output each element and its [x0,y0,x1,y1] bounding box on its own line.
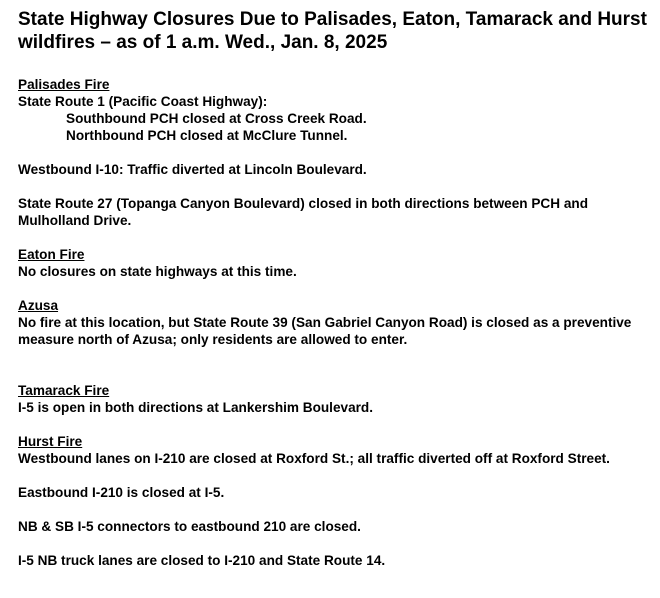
azusa-heading: Azusa [18,298,59,313]
spacer [18,416,648,433]
spacer [18,178,648,195]
sr27-closure: State Route 27 (Topanga Canyon Boulevard) closed in both directions between PCH and Mulholland Drive. [18,196,589,228]
i10-closure: Westbound I-10: Traffic diverted at Lincoln Boulevard. [18,162,367,177]
eaton-fire-section [18,246,648,280]
eaton-fire-status: No closures on state highways at this time. [18,264,297,279]
tamarack-fire-section [18,382,648,416]
palisades-fire-section [18,76,648,229]
palisades-fire-heading: Palisades Fire [18,77,110,92]
i5-truck-lanes-closure: I-5 NB truck lanes are closed to I-210 and State Route 14. [18,553,386,568]
page-title: State Highway Closures Due to Palisades, Eaton, Tamarack and Hurst wildfires – as of 1 a.m. Wed., Jan. 8, 2025 [18,9,647,53]
spacer [18,467,648,484]
i210-eastbound-closure: Eastbound I-210 is closed at I-5. [18,485,225,500]
spacer [18,535,648,552]
sr1-northbound-closure: Northbound PCH closed at McClure Tunnel. [66,128,348,143]
spacer [18,229,648,246]
document-page [18,8,648,569]
spacer [18,348,648,382]
azusa-section [18,297,648,348]
i5-connectors-closure: NB & SB I-5 connectors to eastbound 210 are closed. [18,519,361,534]
spacer [18,501,648,518]
hurst-fire-section [18,433,648,569]
tamarack-fire-heading: Tamarack Fire [18,383,110,398]
azusa-status: No fire at this location, but State Route 39 (San Gabriel Canyon Road) is closed as a preventive measure north of Azusa; only residents are allowed to enter. [18,315,632,347]
eaton-fire-heading: Eaton Fire [18,247,85,262]
spacer [18,280,648,297]
sr1-southbound-closure: Southbound PCH closed at Cross Creek Road. [66,111,367,126]
sr1-heading: State Route 1 (Pacific Coast Highway): [18,94,268,109]
tamarack-fire-status: I-5 is open in both directions at Lankershim Boulevard. [18,400,374,415]
hurst-fire-heading: Hurst Fire [18,434,83,449]
spacer [18,144,648,161]
i210-westbound-closure: Westbound lanes on I-210 are closed at Roxford St.; all traffic diverted off at Roxford Street. [18,451,610,466]
